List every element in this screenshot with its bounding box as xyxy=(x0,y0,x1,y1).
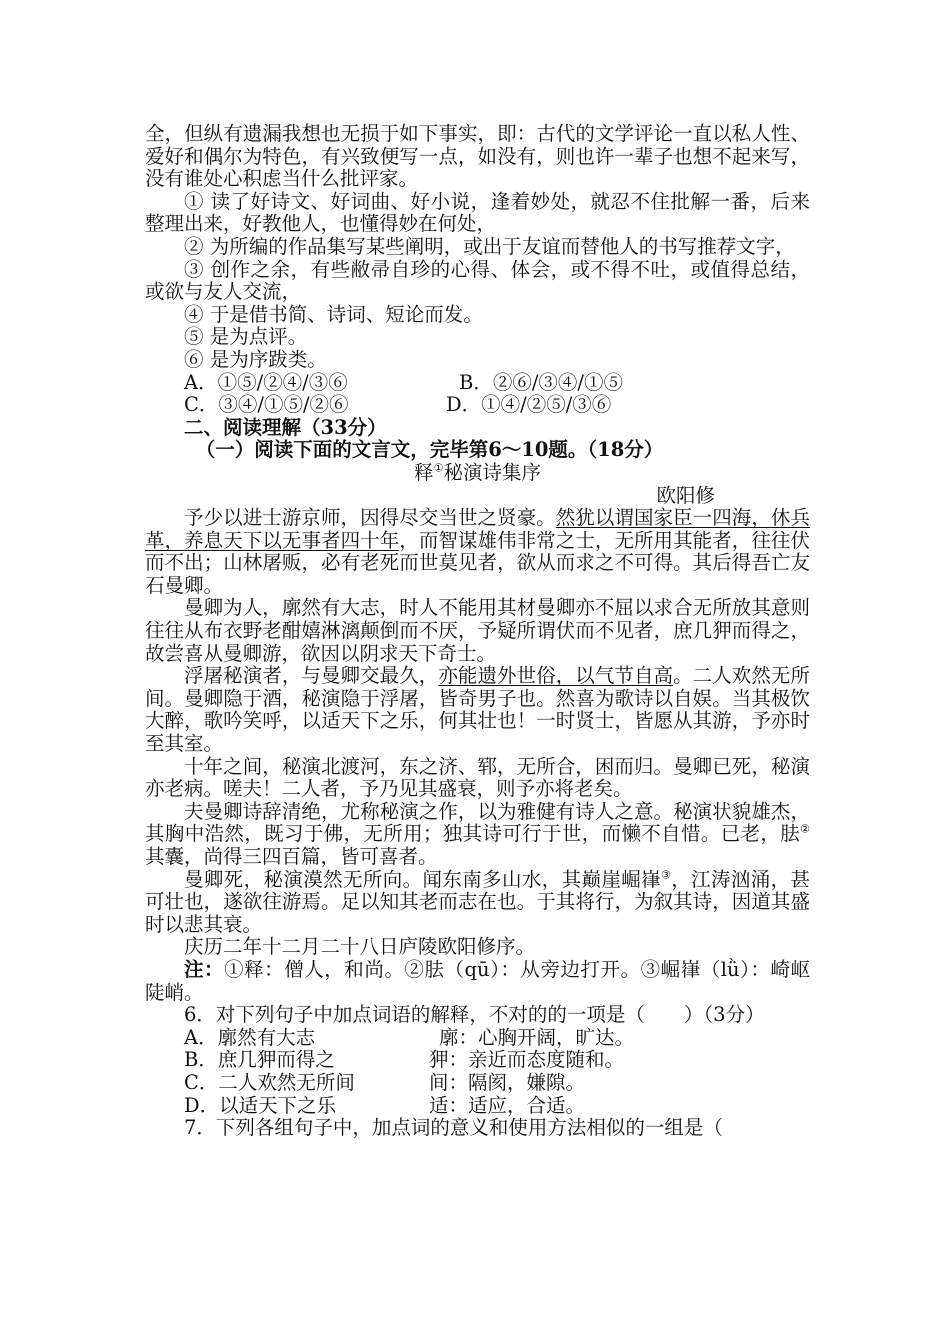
sentence-3: ③ 创作之余，有些敝帚自珍的心得、体会，或不得不吐，或值得总结，或欲与友人交流， xyxy=(145,257,810,304)
p6-text-b: ，江涛汹涌，甚可壮也，遂欲往游焉。足以知其老而志在也。于其将行，为叙其诗，因道其盛时以悲其衰。 xyxy=(145,867,810,936)
footnote-marker-3: ③ xyxy=(660,868,672,882)
q6-option-b-text: B．庶几狎而得之 xyxy=(184,1048,335,1072)
notes-label: 注： xyxy=(184,957,225,981)
q6-option-a-gloss: 廓：心胸开阔，旷达。 xyxy=(439,1025,635,1049)
passage-author: 欧阳修 xyxy=(656,483,715,507)
document-page xyxy=(145,123,810,1140)
q6-option-a[interactable] xyxy=(145,1027,810,1050)
notes xyxy=(145,959,810,1004)
footnote-marker-2: ② xyxy=(800,822,810,836)
passage-title-pre: 释 xyxy=(414,460,434,484)
passage-paragraph-4: 十年之间，秘演北渡河，东之济、郓，无所合，困而归。曼卿已死，秘演亦老病。嗟夫！二人者，予乃见其盛衰，则予亦将老矣。 xyxy=(145,754,810,801)
option-c[interactable]: C．③④/①⑤/②⑥ xyxy=(184,393,349,417)
options-row-2 xyxy=(145,394,810,417)
p3-text-a: 浮屠秘演者，与曼卿交最久， xyxy=(184,664,439,688)
p5-text-a: 夫曼卿诗辞清绝，尤称秘演之作，以为雅健有诗人之意。秘演状貌雄杰，其胸中浩然，既习于佛，无所用；独其诗可行于世，而懒不自惜。已老，胠 xyxy=(145,799,810,846)
passage-paragraph-7: 庆历二年十二月二十八日庐陵欧阳修序。 xyxy=(184,935,536,959)
notes-text: ①释：僧人，和尚。②胠（qū）：从旁边打开。③崛嵂（lǜ）：崎岖陡峭。 xyxy=(145,957,810,1004)
p5-text-b: 其囊，尚得三四百篇，皆可喜者。 xyxy=(145,845,438,868)
option-b[interactable]: B．②⑥/③④/①⑤ xyxy=(459,370,623,394)
q6-option-d[interactable] xyxy=(145,1095,810,1118)
passage-title-post: 秘演诗集序 xyxy=(443,460,541,484)
options-row-1 xyxy=(145,372,810,395)
p1-underlined: 然犹以谓国家臣一四海，休兵革，养息天下以无事者四十年 xyxy=(145,506,810,552)
p1-text-a: 予少以进士游京师，因得尽交当世之贤豪。 xyxy=(184,506,556,530)
passage-title xyxy=(145,462,810,485)
q6-option-c[interactable] xyxy=(145,1072,810,1095)
intro-paragraph: 全，但纵有遗漏我想也无损于如下事实，即：古代的文学评论一直以私人性、爱好和偶尔为特色，有兴致便写一点，如没有，则也许一辈子也想不起来写，没有谁处心积虑当什么批评家。 xyxy=(145,122,810,191)
q6-option-c-text: C．二人欢然无所间 xyxy=(184,1070,355,1094)
question-7-stem: 7．下列各组句子中，加点词的意义和使用方法相似的一组是（ xyxy=(184,1116,723,1140)
subsection-heading: （一）阅读下面的文言文，完毕第6～10题。（18分） xyxy=(195,438,664,462)
sentence-6: ⑥ 是为序跋类。 xyxy=(184,347,327,371)
q6-option-b-gloss: 狎：亲近而态度随和。 xyxy=(429,1048,625,1072)
question-6-stem: 6．对下列句子中加点词语的解释，不对的的一项是（ ）（3分） xyxy=(184,1003,765,1027)
passage-paragraph-2: 曼卿为人，廓然有大志，时人不能用其材曼卿亦不屈以求合无所放其意则往往从布衣野老酣嬉淋漓颠倒而不厌，予疑所谓伏而不见者，庶几狎而得之，故尝喜从曼卿游，欲因以阴求天下奇士。 xyxy=(145,596,810,665)
section-heading: 二、阅读理解（33分） xyxy=(184,415,387,439)
sentence-5: ⑤ 是为点评。 xyxy=(184,325,308,349)
passage-paragraph-1 xyxy=(145,507,810,597)
q6-option-b[interactable] xyxy=(145,1049,810,1072)
sentence-4: ④ 于是借书简、诗词、短论而发。 xyxy=(184,302,483,326)
passage-paragraph-6 xyxy=(145,869,810,937)
q6-option-d-gloss: 适：适应，合适。 xyxy=(429,1093,586,1117)
p1-text-b: ，而智谋雄伟非常之士，无所用其能者，往往伏而不出；山林屠贩，必有老死而世莫见者，欲从而求之不可得。其后得吾亡友石曼卿。 xyxy=(145,528,810,597)
sentence-2: ② 为所编的作品集写某些阐明，或出于友谊而替他人的书写推荐文字， xyxy=(184,234,795,258)
p3-underlined: 亦能遗外世俗，以气节自高 xyxy=(438,664,674,688)
q6-option-a-text: A．廓然有大志 xyxy=(184,1025,316,1049)
sentence-1: ① 读了好诗文、好词曲、好小说，逢着妙处，就忍不住批解一番，后来整理出来，好教他人，也懂得妙在何处， xyxy=(145,189,810,236)
option-a[interactable]: A．①⑤/②④/③⑥ xyxy=(184,370,348,394)
passage-paragraph-5 xyxy=(145,801,810,869)
p3-text-b: 。二人欢然无所间。曼卿隐于酒，秘演隐于浮屠，皆奇男子也。然喜为歌诗以自娱。当其极饮大醉，歌吟笑呼，以适天下之乐，何其壮也！一时贤士，皆愿从其游，予亦时至其室。 xyxy=(145,664,810,756)
passage-paragraph-3 xyxy=(145,665,810,755)
option-d[interactable]: D．①④/②⑤/③⑥ xyxy=(446,393,612,417)
q6-option-d-text: D．以适天下之乐 xyxy=(184,1093,337,1117)
p6-text-a: 曼卿死，秘演漠然无所向。闻东南多山水，其巅崖崛嵂 xyxy=(184,867,661,891)
footnote-marker-1: ① xyxy=(433,461,444,475)
q6-option-c-gloss: 间：隔阂，嫌隙。 xyxy=(429,1070,586,1094)
